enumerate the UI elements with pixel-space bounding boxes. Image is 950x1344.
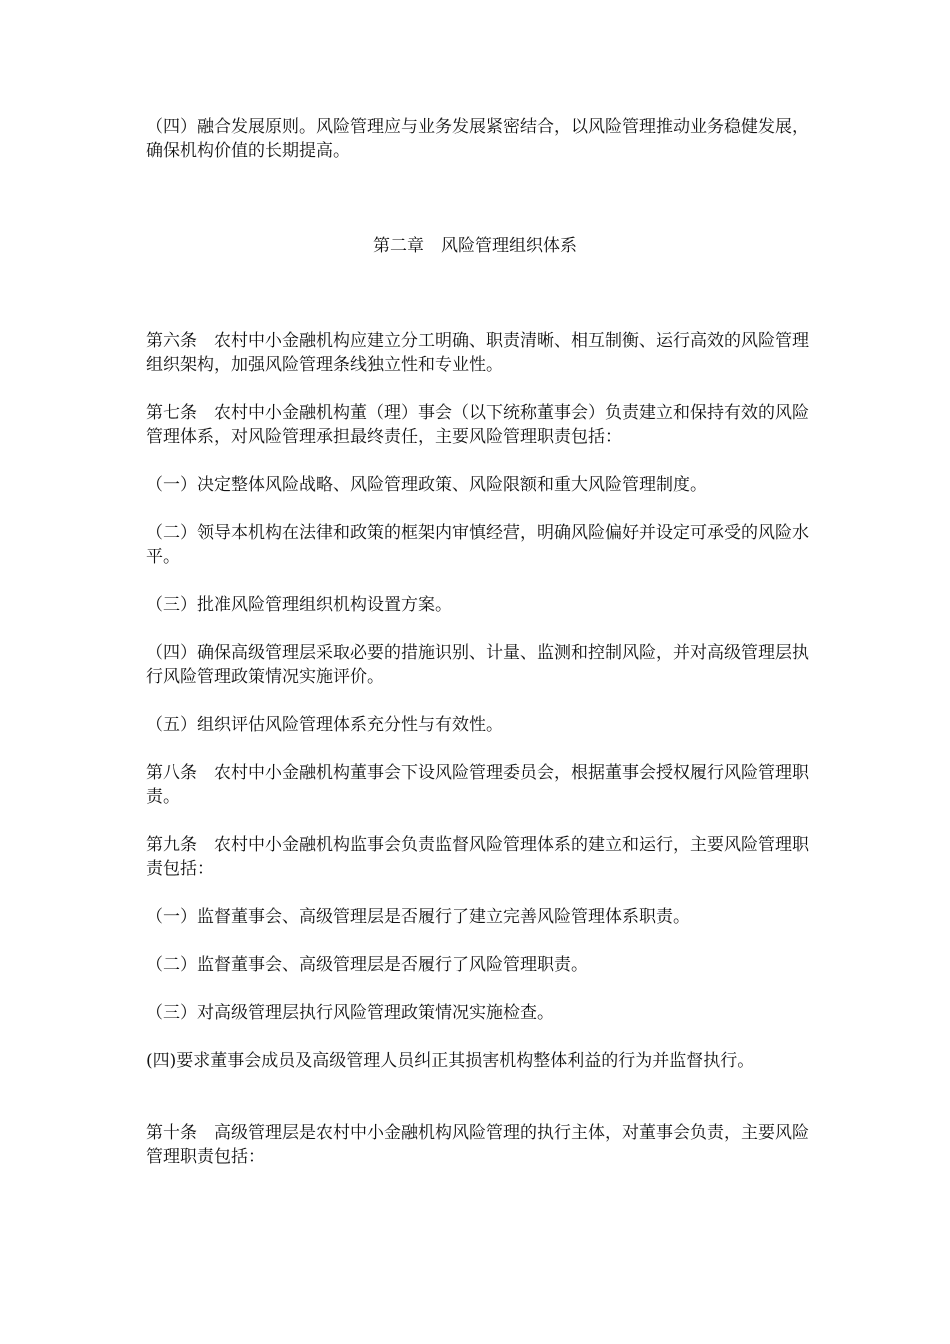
article-9-item-4: (四)要求董事会成员及高级管理人员纠正其损害机构整体利益的行为并监督执行。 (146, 1051, 755, 1071)
principle-four-paragraph: （四）融合发展原则。风险管理应与业务发展紧密结合，以风险管理推动业务稳健发展，确保机构价值的长期提高。 (146, 117, 809, 161)
article-10-paragraph: 第十条 高级管理层是农村中小金融机构风险管理的执行主体，对董事会负责，主要风险管理职责包括： (146, 1123, 809, 1167)
article-7-paragraph: 第七条 农村中小金融机构董（理）事会（以下统称董事会）负责建立和保持有效的风险管理体系，对风险管理承担最终责任，主要风险管理职责包括： (146, 403, 809, 447)
article-7-item-4: （四）确保高级管理层采取必要的措施识别、计量、监测和控制风险，并对高级管理层执行风险管理政策情况实施评价。 (146, 643, 809, 687)
article-7-item-1: （一）决定整体风险战略、风险管理政策、风险限额和重大风险管理制度。 (146, 475, 707, 495)
article-6-paragraph: 第六条 农村中小金融机构应建立分工明确、职责清晰、相互制衡、运行高效的风险管理组织架构，加强风险管理条线独立性和专业性。 (146, 331, 809, 375)
article-9-paragraph: 第九条 农村中小金融机构监事会负责监督风险管理体系的建立和运行，主要风险管理职责包括： (146, 835, 809, 879)
article-7-item-3: （三）批准风险管理组织机构设置方案。 (146, 595, 452, 615)
article-9-item-2: （二）监督董事会、高级管理层是否履行了风险管理职责。 (146, 955, 588, 975)
article-7-item-5: （五）组织评估风险管理体系充分性与有效性。 (146, 715, 503, 735)
article-7-item-2: （二）领导本机构在法律和政策的框架内审慎经营，明确风险偏好并设定可承受的风险水平。 (146, 523, 809, 567)
article-9-item-3: （三）对高级管理层执行风险管理政策情况实施检查。 (146, 1003, 554, 1023)
article-9-item-1: （一）监督董事会、高级管理层是否履行了建立完善风险管理体系职责。 (146, 907, 690, 927)
article-8-paragraph: 第八条 农村中小金融机构董事会下设风险管理委员会，根据董事会授权履行风险管理职责。 (146, 763, 809, 807)
chapter-heading: 第二章 风险管理组织体系 (373, 236, 577, 256)
